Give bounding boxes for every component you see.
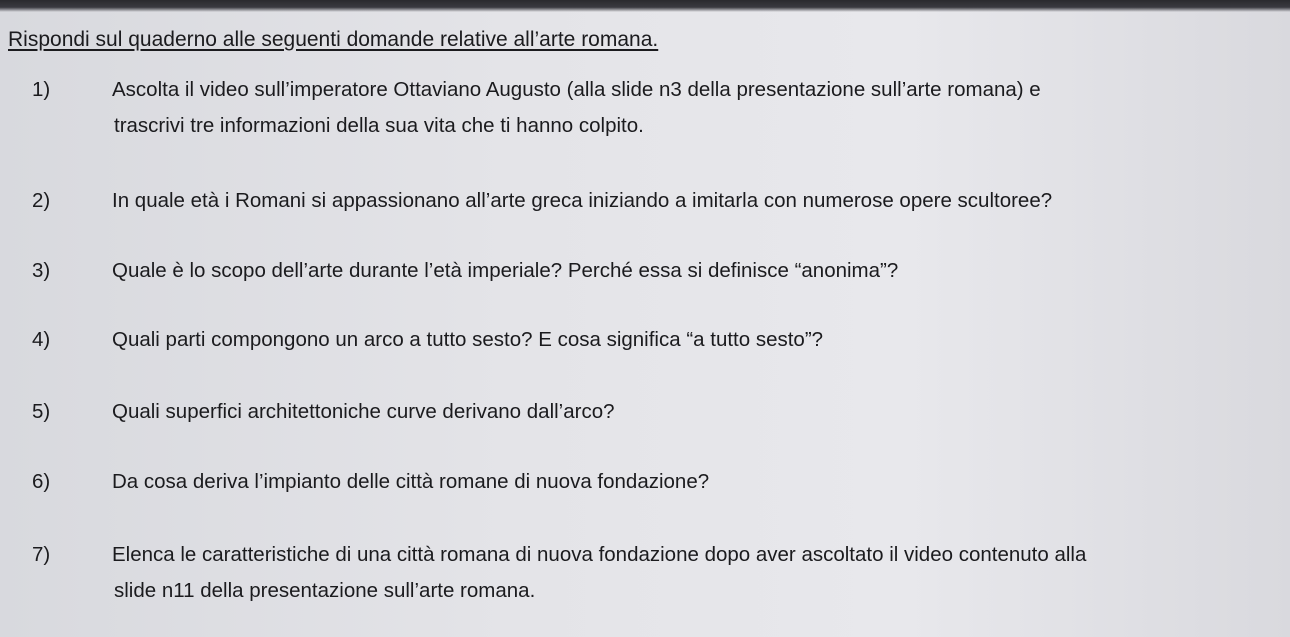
question-text-line-1: Ascolta il video sull’imperatore Ottaviano Augusto (alla slide n3 della presentazione sull’arte romana) e	[112, 78, 1041, 101]
question-5	[32, 394, 615, 430]
question-text-line-2: slide n11 della presentazione sull’arte romana.	[114, 579, 536, 602]
question-number: 2)	[32, 189, 51, 212]
question-number: 3)	[32, 259, 51, 282]
question-text: Quali superfici architettoniche curve derivano dall’arco?	[112, 400, 615, 423]
question-text-line-2: trascrivi tre informazioni della sua vita che ti hanno colpito.	[114, 114, 644, 137]
question-number: 5)	[32, 400, 51, 423]
question-text: Quale è lo scopo dell’arte durante l’età imperiale? Perché essa si definisce “anonima”?	[112, 259, 899, 282]
question-number: 4)	[32, 328, 51, 351]
question-6	[32, 464, 709, 500]
question-text: Da cosa deriva l’impianto delle città romane di nuova fondazione?	[112, 470, 710, 493]
question-1	[32, 72, 1041, 144]
instruction-heading	[8, 28, 658, 52]
question-text-line-1: Elenca le caratteristiche di una città romana di nuova fondazione dopo aver ascoltato il video contenuto alla	[112, 543, 1087, 566]
question-number: 1)	[32, 78, 51, 101]
question-7	[32, 537, 1086, 609]
instruction-text: Rispondi sul quaderno alle seguenti domande relative all’arte romana.	[8, 28, 659, 51]
question-2	[32, 183, 1052, 219]
question-text: Quali parti compongono un arco a tutto sesto? E cosa significa “a tutto sesto”?	[112, 328, 824, 351]
question-number: 6)	[32, 470, 51, 493]
question-4	[32, 322, 823, 358]
question-3	[32, 253, 898, 289]
question-number: 7)	[32, 543, 51, 566]
question-text: In quale età i Romani si appassionano all’arte greca iniziando a imitarla con numerose opere scultoree?	[112, 189, 1053, 212]
monitor-bezel	[0, 0, 1290, 12]
